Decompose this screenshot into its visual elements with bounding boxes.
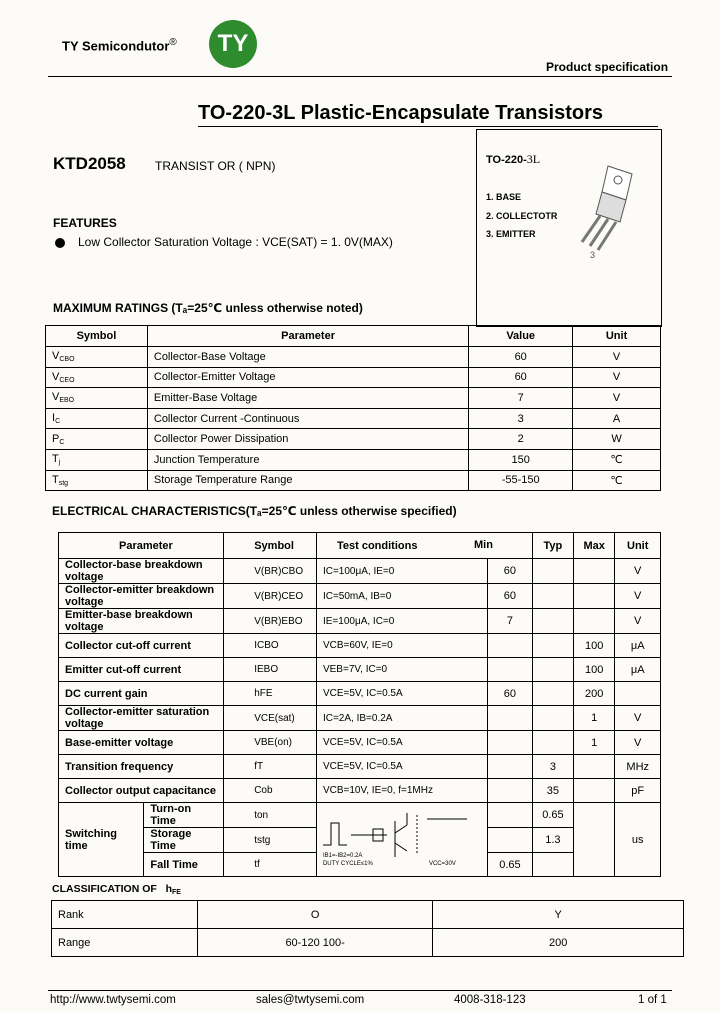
table-row: [46, 347, 661, 368]
footer-rule: [48, 990, 672, 991]
max-ratings-table: [45, 325, 661, 491]
value-cell: 3: [469, 408, 573, 429]
max-cell: 100: [573, 658, 615, 682]
package-title: TO-220-3L: [486, 152, 541, 166]
condition-cell: VCE=5V, IC=0.5A: [316, 755, 487, 779]
typ-cell: 0.65: [532, 803, 573, 828]
min-cell: 0.65: [487, 853, 532, 877]
bullet-icon: [55, 238, 65, 248]
range-o: 60-120 100-: [197, 929, 433, 957]
condition-cell: VCE=5V, IC=0.5A: [316, 682, 487, 706]
unit-cell: V: [573, 388, 661, 409]
min-cell: [487, 755, 532, 779]
title-underline: [198, 126, 658, 127]
typ-cell: [532, 853, 573, 877]
symbol-cell: IEBO: [224, 658, 317, 682]
rank-o: O: [197, 901, 433, 929]
part-type: TRANSIST OR ( NPN): [155, 159, 276, 173]
table-row: [59, 706, 661, 731]
symbol-cell: VCE(sat): [224, 706, 317, 731]
unit-cell: us: [615, 803, 661, 877]
circuit-note: IB1=-IB2=0.2A: [322, 852, 363, 859]
table-row: [46, 429, 661, 450]
table-header-row: [59, 533, 661, 559]
rank-y: Y: [433, 901, 684, 929]
footer-url[interactable]: http://www.twtysemi.com: [50, 994, 176, 1006]
condition-cell: VCB=10V, IE=0, f=1MHz: [316, 779, 487, 803]
typ-cell: [532, 559, 573, 584]
min-cell: [487, 828, 532, 853]
circuit-note: VCC=30V: [428, 860, 456, 867]
features-heading: FEATURES: [53, 216, 117, 230]
symbol-cell: $T_j$: [46, 449, 148, 470]
pin-1-label: 1. BASE: [486, 192, 522, 202]
electrical-table: [58, 532, 661, 877]
max-cell: [573, 803, 615, 877]
part-number: KTD2058: [53, 154, 126, 173]
column-header-min: Min: [474, 539, 493, 551]
unit-cell: ℃: [573, 449, 661, 470]
parameter-cell: Transition frequency: [59, 755, 224, 779]
max-cell: 1: [573, 706, 615, 731]
parameter-cell: Emitter-Base Voltage: [147, 388, 468, 409]
parameter-cell: Collector-base breakdown voltage: [59, 559, 224, 584]
header-rule: [48, 76, 672, 77]
column-header: Unit: [615, 533, 661, 559]
min-cell: [487, 803, 532, 828]
max-cell: 1: [573, 731, 615, 755]
switching-test-circuit: [316, 803, 487, 877]
circuit-note: DUTY CYCLE≤1%: [322, 860, 373, 867]
typ-cell: [532, 609, 573, 634]
table-row: [59, 559, 661, 584]
parameter-cell: Collector output capacitance: [59, 779, 224, 803]
parameter-cell: Collector Power Dissipation: [147, 429, 468, 450]
symbol-cell: ICBO: [224, 634, 317, 658]
typ-cell: [532, 706, 573, 731]
switching-param-cell: Fall Time: [144, 853, 224, 877]
column-header: Max: [573, 533, 615, 559]
range-label: Range: [52, 929, 198, 957]
typ-cell: [532, 658, 573, 682]
min-cell: [487, 779, 532, 803]
value-cell: 60: [469, 367, 573, 388]
table-row: [46, 408, 661, 429]
unit-cell: V: [615, 706, 661, 731]
unit-cell: V: [573, 347, 661, 368]
page-title: TO-220-3L Plastic-Encapsulate Transistors: [198, 102, 603, 124]
symbol-cell: tstg: [224, 828, 317, 853]
column-header: Value: [469, 326, 573, 347]
table-row: [46, 470, 661, 491]
condition-cell: IC=100μA, IE=0: [316, 559, 487, 584]
condition-cell: VCB=60V, IE=0: [316, 634, 487, 658]
value-cell: 60: [469, 347, 573, 368]
footer-email[interactable]: sales@twtysemi.com: [256, 994, 365, 1006]
rank-label: Rank: [52, 901, 198, 929]
symbol-cell: $T_{stg}$: [46, 470, 148, 491]
max-cell: [573, 609, 615, 634]
parameter-cell: Emitter cut-off current: [59, 658, 224, 682]
svg-text:3: 3: [590, 250, 596, 260]
table-row: [59, 731, 661, 755]
column-header: Typ: [532, 533, 573, 559]
max-cell: [573, 584, 615, 609]
symbol-cell: tf: [224, 853, 317, 877]
max-cell: [573, 559, 615, 584]
table-row: [46, 388, 661, 409]
table-row: [52, 901, 684, 929]
table-row: [46, 449, 661, 470]
max-cell: [573, 755, 615, 779]
condition-cell: IE=100μA, IC=0: [316, 609, 487, 634]
range-y: 200: [433, 929, 684, 957]
unit-cell: pF: [615, 779, 661, 803]
unit-cell: V: [615, 559, 661, 584]
min-cell: 60: [487, 584, 532, 609]
unit-cell: V: [615, 609, 661, 634]
unit-cell: μA: [615, 634, 661, 658]
parameter-cell: Collector-emitter saturation voltage: [59, 706, 224, 731]
typ-cell: [532, 584, 573, 609]
symbol-cell: V(BR)CBO: [224, 559, 317, 584]
table-header-row: [46, 326, 661, 347]
symbol-cell: V(BR)EBO: [224, 609, 317, 634]
max-cell: [573, 779, 615, 803]
column-header: Unit: [573, 326, 661, 347]
parameter-cell: Base-emitter voltage: [59, 731, 224, 755]
unit-cell: V: [573, 367, 661, 388]
max-cell: 200: [573, 682, 615, 706]
value-cell: 150: [469, 449, 573, 470]
switching-time-label: Switching time: [59, 803, 144, 877]
footer-phone: 4008-318-123: [454, 994, 526, 1006]
switching-param-cell: Storage Time: [144, 828, 224, 853]
symbol-cell: $I_C$: [46, 408, 148, 429]
unit-cell: [615, 682, 661, 706]
table-row: [59, 682, 661, 706]
column-header: Symbol: [224, 533, 317, 559]
value-cell: -55-150: [469, 470, 573, 491]
table-row: [59, 779, 661, 803]
unit-cell: A: [573, 408, 661, 429]
symbol-cell: $V_{EBO}$: [46, 388, 148, 409]
footer-page: 1 of 1: [638, 994, 667, 1006]
feature-item: Low Collector Saturation Voltage : VCE(SAT) = 1. 0V(MAX): [78, 235, 393, 249]
max-cell: 100: [573, 634, 615, 658]
symbol-cell: VBE(on): [224, 731, 317, 755]
typ-cell: [532, 731, 573, 755]
brand-name: TY Semicondutor®: [62, 37, 177, 54]
parameter-cell: Collector-Emitter Voltage: [147, 367, 468, 388]
min-cell: 60: [487, 682, 532, 706]
value-cell: 7: [469, 388, 573, 409]
to220-package-icon: [570, 160, 642, 262]
unit-cell: MHz: [615, 755, 661, 779]
min-cell: [487, 634, 532, 658]
min-cell: [487, 658, 532, 682]
unit-cell: μA: [615, 658, 661, 682]
brand-logo: TY: [209, 20, 257, 68]
table-row: [59, 658, 661, 682]
column-header: Parameter: [59, 533, 224, 559]
symbol-cell: hFE: [224, 682, 317, 706]
typ-cell: [532, 634, 573, 658]
table-row: [59, 634, 661, 658]
typ-cell: 35: [532, 779, 573, 803]
condition-cell: VEB=7V, IC=0: [316, 658, 487, 682]
symbol-cell: $V_{CBO}$: [46, 347, 148, 368]
symbol-cell: $P_C$: [46, 429, 148, 450]
unit-cell: W: [573, 429, 661, 450]
column-header: Symbol: [46, 326, 148, 347]
typ-cell: [532, 682, 573, 706]
min-cell: 60: [487, 559, 532, 584]
parameter-cell: Junction Temperature: [147, 449, 468, 470]
electrical-heading: ELECTRICAL CHARACTERISTICS(Tₐ=25℃ unless otherwise specified): [52, 504, 457, 518]
unit-cell: V: [615, 731, 661, 755]
column-header: Test conditions: [316, 533, 532, 559]
parameter-cell: Emitter-base breakdown voltage: [59, 609, 224, 634]
symbol-cell: ton: [224, 803, 317, 828]
parameter-cell: Collector-Base Voltage: [147, 347, 468, 368]
value-cell: 2: [469, 429, 573, 450]
min-cell: [487, 706, 532, 731]
unit-cell: ℃: [573, 470, 661, 491]
table-row: [52, 929, 684, 957]
table-row: [46, 367, 661, 388]
table-row: [59, 755, 661, 779]
parameter-cell: Collector-emitter breakdown voltage: [59, 584, 224, 609]
table-row: [59, 609, 661, 634]
condition-cell: IC=2A, IB=0.2A: [316, 706, 487, 731]
pin-3-label: 3. EMITTER: [486, 229, 536, 239]
condition-cell: VCE=5V, IC=0.5A: [316, 731, 487, 755]
pin-2-label: 2. COLLECTOTR: [486, 211, 558, 221]
parameter-cell: Storage Temperature Range: [147, 470, 468, 491]
table-row: [59, 584, 661, 609]
classification-table: [51, 900, 684, 957]
parameter-cell: Collector Current -Continuous: [147, 408, 468, 429]
symbol-cell: V(BR)CEO: [224, 584, 317, 609]
column-header: Parameter: [147, 326, 468, 347]
unit-cell: V: [615, 584, 661, 609]
symbol-cell: fT: [224, 755, 317, 779]
classification-heading: CLASSIFICATION OF $h_{FE}$: [52, 883, 181, 896]
symbol-cell: Cob: [224, 779, 317, 803]
symbol-cell: $V_{CEO}$: [46, 367, 148, 388]
product-spec-label: Product specification: [546, 60, 669, 74]
parameter-cell: Collector cut-off current: [59, 634, 224, 658]
typ-cell: 3: [532, 755, 573, 779]
parameter-cell: DC current gain: [59, 682, 224, 706]
switching-param-cell: Turn-on Time: [144, 803, 224, 828]
typ-cell: 1.3: [532, 828, 573, 853]
table-row: [59, 803, 661, 828]
condition-cell: IC=50mA, IB=0: [316, 584, 487, 609]
min-cell: 7: [487, 609, 532, 634]
max-ratings-heading: MAXIMUM RATINGS (Tₐ=25℃ unless otherwise noted): [53, 301, 363, 315]
min-cell: [487, 731, 532, 755]
